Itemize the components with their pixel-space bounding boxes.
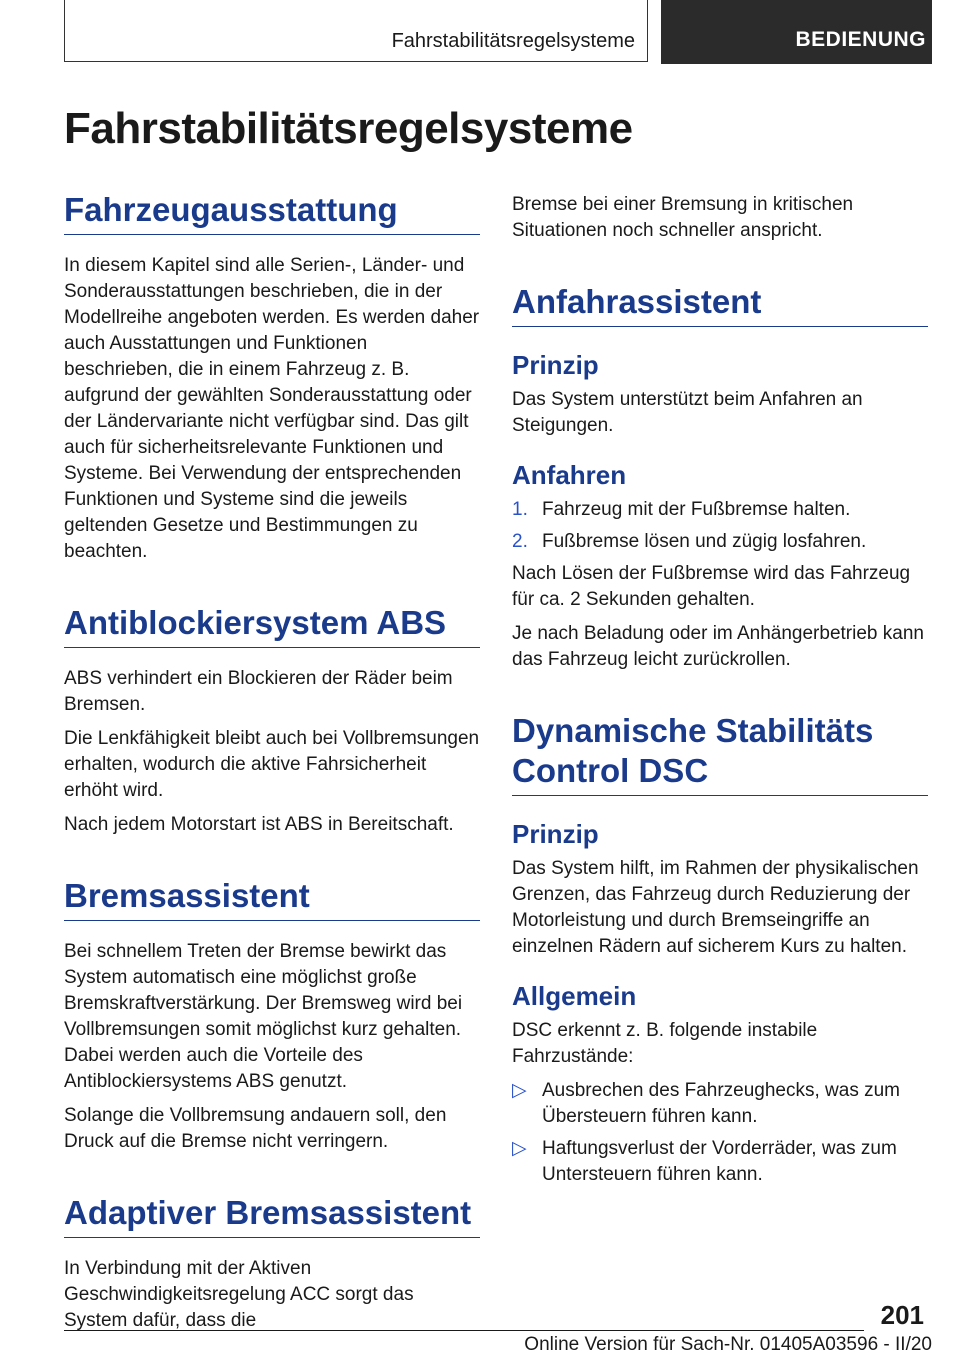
- footer-divider: [64, 1330, 864, 1331]
- chapter-tab: [661, 0, 932, 64]
- heading-anfahrassistent: Anfahrassistent: [512, 282, 928, 327]
- paragraph-adaptiv: In Verbindung mit der Aktiven Geschwindigkeitsregelung ACC sorgt das System dafür, dass die: [64, 1258, 414, 1331]
- step-text: Fußbremse lösen und zügig losfahren.: [542, 531, 867, 552]
- step-number: 2.: [512, 531, 528, 552]
- right-column: [512, 192, 928, 1188]
- paragraph-anfahren-1: Nach Lösen der Fußbremse wird das Fahrzeug für ca. 2 Sekunden gehalten.: [512, 563, 911, 610]
- bullet-text: Haftungsverlust der Vorderräder, was zum Untersteuern führen kann.: [542, 1138, 897, 1185]
- left-column: [64, 190, 480, 1334]
- paragraph-prinzip-2: Das System hilft, im Rahmen der physikalischen Grenzen, das Fahrzeug durch Reduzierung der Motorleistung und durch Bremseingriffe an einzelnen Rädern auf sicherem Kurs zu halten.: [512, 858, 919, 957]
- subheading-prinzip-1: Prinzip: [512, 350, 599, 380]
- paragraph-abs-1: ABS verhindert ein Blockieren der Räder beim Bremsen.: [64, 668, 453, 715]
- heading-dsc-line-1: Dynamische Stabilitäts: [512, 712, 874, 749]
- chapter-title: BEDIENUNG: [795, 28, 926, 51]
- heading-fahrzeugausstattung: Fahrzeugausstattung: [64, 190, 480, 235]
- triangle-bullet-icon: ▷: [512, 1138, 527, 1159]
- paragraph-prinzip-1: Das System unterstützt beim Anfahren an Steigungen.: [512, 389, 863, 436]
- step-item: [512, 497, 928, 523]
- page-header: [64, 0, 932, 64]
- heading-abs: Antiblockiersystem ABS: [64, 603, 480, 648]
- section-title: Fahrstabilitätsregelsysteme: [391, 30, 635, 52]
- paragraph-ausstattung: In diesem Kapitel sind alle Serien-, Länder- und Sonderausstattungen beschrieben, die in der Modellreihe angeboten werden. Es werden daher auch Ausstattungen und Funktionen beschrieben, die in einem Fahrzeug z. B. aufgrund der gewählten Sonderausstattung oder der Ländervariante nicht verfügbar sind. Das gilt auch für sicherheitsrelevante Funktionen und Systeme. Bei Verwendung der entsprechenden Funktionen und Systeme sind die jeweils geltenden Gesetze und Bestimmungen zu beachten.: [64, 255, 480, 562]
- paragraph-brems-2: Solange die Vollbremsung andauern soll, den Druck auf die Bremse nicht verringern.: [64, 1105, 447, 1152]
- section-tab: [64, 0, 648, 62]
- bullet-item: [512, 1078, 928, 1130]
- heading-dsc: [512, 711, 928, 796]
- paragraph-anfahren-2: Je nach Beladung oder im Anhängerbetrieb kann das Fahrzeug leicht zurückrollen.: [512, 623, 924, 670]
- page-title: Fahrstabilitätsregelsysteme: [64, 104, 633, 153]
- paragraph-abs-3: Nach jedem Motorstart ist ABS in Bereitschaft.: [64, 814, 454, 835]
- subheading-anfahren: Anfahren: [512, 460, 627, 490]
- step-number: 1.: [512, 499, 528, 520]
- footer-text: Online Version für Sach-Nr. 01405A03596 - II/20: [524, 1334, 932, 1355]
- paragraph-allgemein: DSC erkennt z. B. folgende instabile Fahrzustände:: [512, 1020, 818, 1067]
- subheading-prinzip-2: Prinzip: [512, 819, 599, 849]
- bullet-item: [512, 1136, 928, 1188]
- triangle-bullet-icon: ▷: [512, 1080, 527, 1101]
- paragraph-brems-1: Bei schnellem Treten der Bremse bewirkt das System automatisch eine möglichst große Bremskraftverstärkung. Der Bremsweg wird bei Vollbremsungen somit möglichst kurz gehalten. Dabei werden auch die Vorteile des Antiblockiersystems ABS genutzt.: [64, 941, 463, 1092]
- subheading-allgemein: Allgemein: [512, 981, 637, 1011]
- step-text: Fahrzeug mit der Fußbremse halten.: [542, 499, 851, 520]
- step-item: [512, 529, 928, 555]
- paragraph-continuation: Bremse bei einer Bremsung in kritischen Situationen noch schneller anspricht.: [512, 194, 854, 241]
- heading-bremsassistent: Bremsassistent: [64, 876, 480, 921]
- paragraph-abs-2: Die Lenkfähigkeit bleibt auch bei Vollbremsungen erhalten, wodurch die aktive Fahrsicherheit erhöht wird.: [64, 728, 480, 801]
- bullet-text: Ausbrechen des Fahrzeughecks, was zum Übersteuern führen kann.: [542, 1080, 901, 1127]
- page-number: 201: [880, 1300, 924, 1330]
- heading-dsc-line-2: Control DSC: [512, 752, 709, 789]
- bullet-list: [512, 1078, 928, 1188]
- heading-adaptiver-bremsassistent: Adaptiver Bremsassistent: [64, 1193, 480, 1238]
- steps-list: [512, 497, 928, 555]
